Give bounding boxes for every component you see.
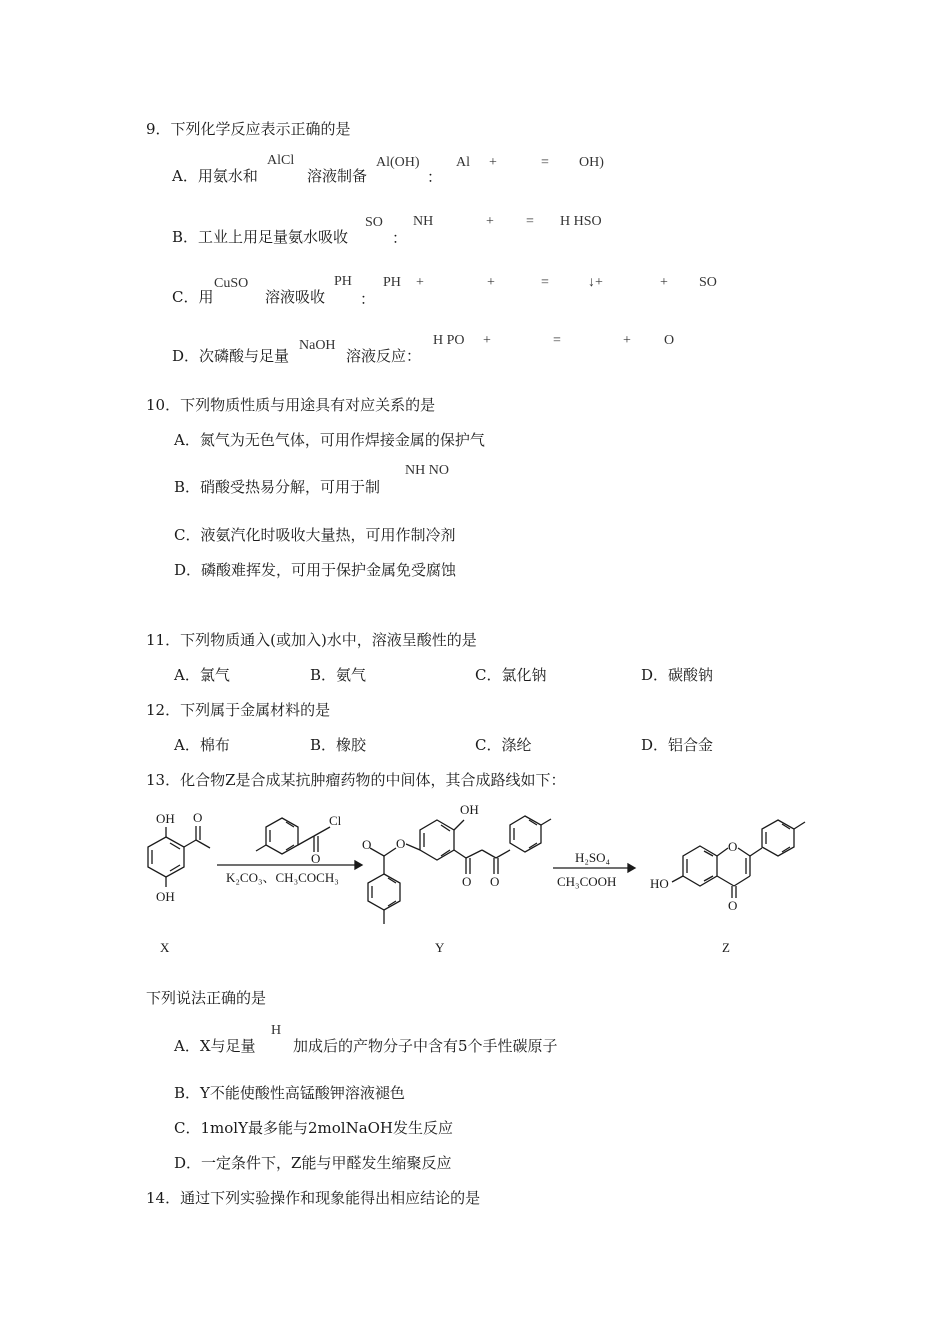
q13-option-b: B．Y不能使酸性高锰酸钾溶液褪色	[174, 1084, 405, 1102]
q9-b-formula-1: SO	[365, 215, 383, 230]
compound-y-label: Y	[435, 940, 445, 955]
y-ester-o: O	[396, 836, 406, 851]
q9-c-colon: ：	[360, 290, 376, 308]
q10-option-b: B．硝酸受热易分解，可用于制	[174, 478, 381, 496]
y-ketone-o-1: O	[462, 874, 472, 889]
q11-option-d: D．碳酸钠	[641, 666, 714, 684]
q9-a-equation: Al	[456, 155, 470, 170]
reagent-carbonyl-o: O	[311, 851, 321, 866]
q11-stem: 11．下列物质通入(或加入)水中，溶液呈酸性的是	[146, 631, 477, 649]
q12-option-a: A．棉布	[174, 736, 230, 754]
q11-option-b: B．氨气	[310, 666, 367, 684]
q9-c-equation-plus-3: +	[660, 275, 668, 290]
q9-a-mid: 溶液制备	[307, 167, 368, 185]
condition-2-top: H₂SO₄	[575, 850, 611, 865]
y-ketone-o-2: O	[490, 874, 500, 889]
q9-option-d-label: D．次磷酸与足量	[172, 347, 290, 365]
q9-d-mid: 溶液反应：	[346, 347, 422, 365]
y-ester-carbonyl-o: O	[362, 837, 372, 852]
q9-d-equation: H PO	[433, 333, 465, 348]
q9-c-equation-equals: =	[541, 275, 549, 290]
q9-d-formula-1: NaOH	[299, 338, 336, 353]
q13-option-a-post: 加成后的产物分子中含有5个手性碳原子	[293, 1037, 558, 1055]
q9-c-mid: 溶液吸收	[265, 288, 326, 306]
q9-stem: 9．下列化学反应表示正确的是	[146, 120, 351, 138]
compound-z-label: Z	[722, 940, 730, 955]
q13-option-d: D．一定条件下，Z能与甲醛发生缩聚反应	[174, 1154, 452, 1172]
q9-b-equation-equals: =	[526, 214, 534, 229]
y-oh: OH	[460, 802, 479, 817]
q9-d-equation-plus-2: +	[623, 333, 631, 348]
q13-a-formula: H	[271, 1023, 282, 1038]
q12-stem: 12．下列属于金属材料的是	[146, 701, 331, 719]
q9-c-equation-arrow: ↓+	[588, 275, 603, 290]
q11-option-a: A．氯气	[174, 666, 230, 684]
q9-a-colon: ：	[427, 168, 443, 186]
q9-a-equation-right: OH)	[579, 155, 604, 170]
q13-reaction-scheme	[0, 790, 950, 990]
reagent-cl: Cl	[329, 813, 342, 828]
x-oh-bottom: OH	[156, 889, 175, 904]
q9-c-equation-plus-2: +	[487, 275, 495, 290]
condition-2-bottom: CH₃COOH	[557, 874, 617, 889]
q9-a-formula-2: Al(OH)	[376, 155, 420, 170]
z-ho: HO	[650, 876, 669, 891]
q9-a-formula-1: AlCl	[267, 153, 295, 168]
q10-option-a: A．氮气为无色气体，可用作焊接金属的保护气	[174, 431, 485, 449]
q13-sub-stem: 下列说法正确的是	[146, 989, 267, 1007]
x-oh-top: OH	[156, 811, 175, 826]
q9-b-equation-plus: +	[486, 214, 494, 229]
q13-option-c: C．1molY最多能与2molNaOH发生反应	[174, 1119, 454, 1137]
q13-option-a-pre: A．X与足量	[174, 1037, 256, 1055]
q10-stem: 10．下列物质性质与用途具有对应关系的是	[146, 396, 436, 414]
q12-option-c: C．涤纶	[475, 736, 532, 754]
z-ring-o: O	[728, 839, 738, 854]
q10-option-c: C．液氨汽化时吸收大量热，可用作制冷剂	[174, 526, 456, 544]
q9-d-equation-equals: =	[553, 333, 561, 348]
q12-option-b: B．橡胶	[310, 736, 367, 754]
q14-stem: 14．通过下列实验操作和现象能得出相应结论的是	[146, 1189, 481, 1207]
x-benzene-ring	[148, 837, 184, 877]
q9-d-equation-right: O	[664, 333, 675, 348]
q9-option-a-label: A．用氨水和	[172, 167, 258, 185]
y-central-ring	[420, 820, 454, 860]
q9-c-equation-right: SO	[699, 275, 717, 290]
q9-c-equation-plus-1: +	[416, 275, 424, 290]
q10-b-formula: NH NO	[405, 463, 449, 478]
z-chromone-ring	[683, 846, 717, 886]
condition-1: K₂CO₃、CH₃COCH₃	[226, 870, 339, 885]
q13-stem: 13．化合物Z是合成某抗肿瘤药物的中间体，其合成路线如下：	[146, 771, 566, 789]
x-carbonyl-o: O	[193, 810, 203, 825]
q12-option-d: D．铝合金	[641, 736, 714, 754]
q10-option-d: D．磷酸难挥发，可用于保护金属免受腐蚀	[174, 561, 457, 579]
q9-b-equation: NH	[413, 214, 434, 229]
q9-c-formula-2: PH	[334, 274, 352, 289]
q9-b-equation-right: H HSO	[560, 214, 602, 229]
q9-c-formula-1: CuSO	[214, 276, 249, 291]
q9-a-equation-plus: +	[489, 155, 497, 170]
q9-option-c-label: C．用	[172, 288, 214, 306]
q9-c-equation: PH	[383, 275, 401, 290]
q9-a-equation-equals: =	[541, 155, 549, 170]
q9-option-b-label: B．工业上用足量氨水吸收	[172, 228, 349, 246]
compound-x-label: X	[160, 940, 170, 955]
q11-option-c: C．氯化钠	[475, 666, 547, 684]
z-carbonyl-o: O	[728, 898, 738, 913]
q9-b-colon: ：	[392, 229, 408, 247]
q9-d-equation-plus: +	[483, 333, 491, 348]
